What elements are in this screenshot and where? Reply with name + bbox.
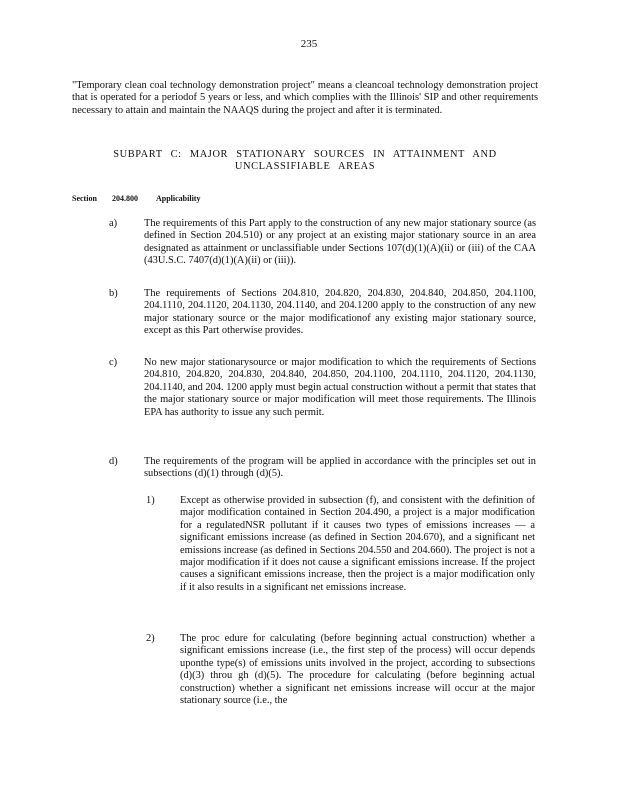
item-d bbox=[72, 456, 538, 481]
item-marker: a) bbox=[109, 218, 118, 229]
subitem-text: Except as otherwise provided in subsection (f), and consistent with the definition of major modification contained in Section 204.490, a project is a major modification for a regulatedNSR pollutant if it causes two types of emissions increases — a significant emissions increase (as defined in Section 204.670), and a significant net emissions increase (as defined in Sections 204.550 and 204.660). The project is not a major modification if it does not cause a significant emissions increase. If the project causes a significant emissions increase, then the project is a major modification only if it also results in a significant net emissions increase. bbox=[180, 495, 535, 593]
subitem-d-1 bbox=[72, 495, 538, 594]
item-c bbox=[72, 357, 538, 419]
page-number: 235 bbox=[300, 38, 318, 50]
subpart-heading bbox=[72, 149, 538, 174]
item-a bbox=[72, 218, 538, 268]
subitem-marker: 2) bbox=[146, 633, 155, 644]
section-heading bbox=[72, 193, 538, 205]
item-text: The requirements of the program will be applied in accordance with the principles set out in subsections (d)(1) through (d)(5). bbox=[144, 456, 536, 480]
item-marker: b) bbox=[109, 288, 118, 299]
item-text: The requirements of Sections 204.810, 204.820, 204.830, 204.840, 204.850, 204.1100, 204.1110, 204.1120, 204.1130, 204.1140, and 204.1200 apply to the construction of any new major stationary source or the major modificationof any existing major stationary source, except as this Part otherwise provides. bbox=[144, 288, 536, 337]
definition-paragraph: "Temporary clean coal technology demonstration project" means a cleancoal technology demonstration project that is operated for a periodof 5 years or less, and which complies with the Illinois' SIP and other requirements necessary to attain and maintain the NAAQS during the project and after it is terminated. bbox=[72, 80, 538, 116]
item-text: The requirements of this Part apply to the construction of any new major stationary source (as defined in Section 204.510) or any project at an existing major stationary source in an area designated as attainment or unclassifiable under Sections 107(d)(1)(A)(ii) or (iii) of the CAA (43U.S.C. 7407(d)(1)(A)(ii) or (iii)). bbox=[144, 218, 536, 267]
subpart-heading-line-2: UNCLASSIFIABLE AREAS bbox=[234, 161, 376, 173]
section-number: 204.800 bbox=[112, 194, 138, 203]
subitem-text: The proc edure for calculating (before beginning actual construction) whether a significant emissions increase (i.e., the first step of the process) will occur depends uponthe type(s) of emissions units involved in the project, according to subsections (d)(3) throu gh (d)(5). The procedure for calculating (before beginning actual construction) whether a significant net emissions increase will occur at the major stationary source (i.e., the bbox=[180, 633, 535, 707]
item-marker: d) bbox=[109, 456, 118, 467]
section-title: Applicability bbox=[156, 194, 201, 203]
subitem-d-2 bbox=[72, 633, 538, 707]
item-text: No new major stationarysource or major modification to which the requirements of Sections 204.810, 204.820, 204.830, 204.840, 204.850, 204.1100, 204.1110, 204.1120, 204.1130, 204.1140, and 204. 1200 apply must begin actual construction without a permit that states that the major stationary source or major modification will meet those requirements. The Illinois EPA has authority to issue any such permit. bbox=[144, 357, 536, 418]
section-label: Section bbox=[72, 194, 97, 203]
item-marker: c) bbox=[109, 357, 118, 368]
subpart-heading-line-1: SUBPART C: MAJOR STATIONARY SOURCES IN ATTAINMENT AND bbox=[113, 149, 497, 160]
subitem-marker: 1) bbox=[146, 495, 155, 506]
item-b bbox=[72, 288, 538, 338]
